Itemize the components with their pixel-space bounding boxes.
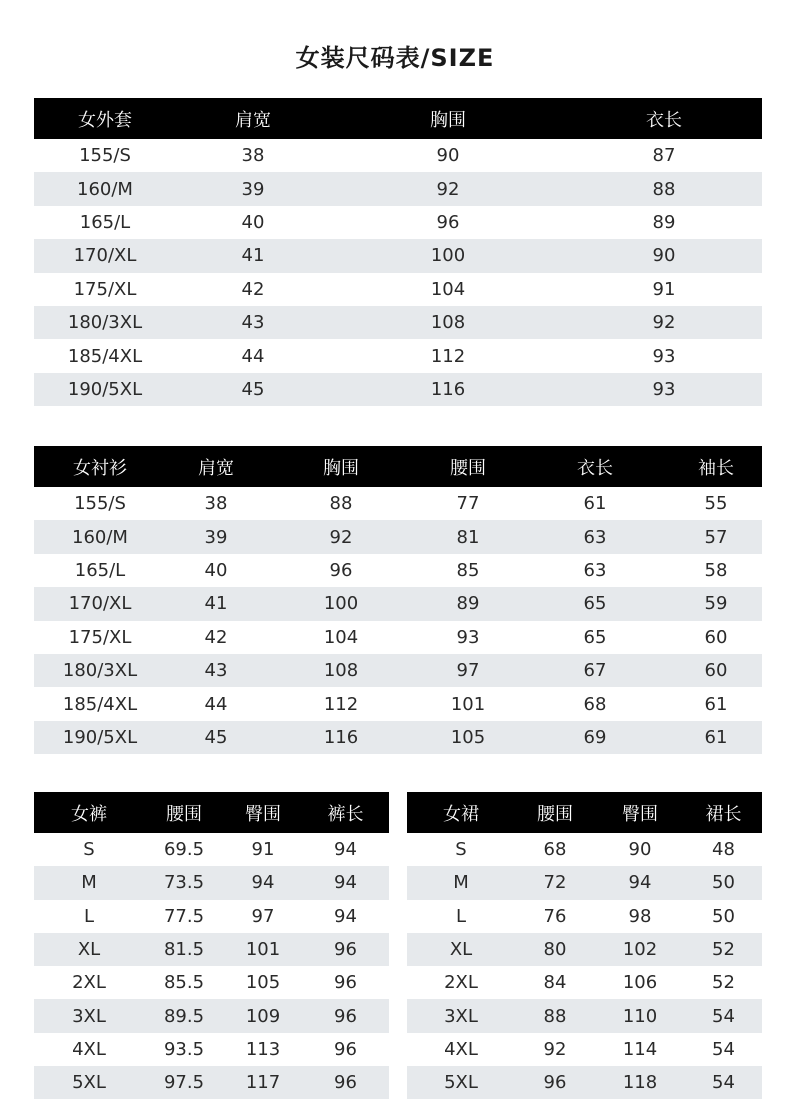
measurement-cell: 91 [251,839,275,861]
measurement-cell: 39 [176,172,330,205]
size-label-cell: M [34,866,144,899]
measurement-cell: 96 [329,559,353,581]
measurement-cell: 55 [704,493,728,515]
coat-size-table [34,98,762,406]
measurement-cell: 43 [166,654,266,687]
measurement-cell: 76 [543,905,567,927]
measurement-cell: 96 [436,211,460,233]
measurement-cell: 77 [456,493,480,515]
size-label-cell: 180/3XL [34,306,176,339]
size-label-cell: 170/XL [34,239,176,272]
table-row [407,1066,762,1099]
table-row [407,833,762,866]
table-row [34,933,389,966]
measurement-cell: 92 [543,1038,567,1060]
table-row [34,687,762,720]
measurement-cell: 42 [204,626,228,648]
table-row [34,172,762,205]
measurement-cell: 96 [302,999,389,1032]
column-header: 肩宽 [176,98,330,139]
measurement-cell: 40 [204,559,228,581]
measurement-cell: 85 [456,559,480,581]
table-row [407,900,762,933]
size-label-cell: 155/S [74,493,126,515]
measurement-cell: 118 [595,1066,685,1099]
measurement-cell: 41 [166,587,266,620]
measurement-cell: 96 [334,972,357,994]
column-header: 腰围 [515,792,595,833]
measurement-cell: 61 [704,693,728,715]
column-header: 袖长 [670,446,762,487]
measurement-cell: 84 [543,972,567,994]
table-row [34,273,762,306]
size-label-cell: 160/M [34,172,176,205]
measurement-cell: 39 [166,520,266,553]
measurement-cell: 63 [520,520,670,553]
table-row [34,1066,389,1099]
size-label-cell: 4XL [444,1038,478,1060]
measurement-cell: 93.5 [163,1038,205,1060]
size-label-cell: L [455,905,467,927]
measurement-cell: 54 [712,1038,735,1060]
measurement-cell: 54 [685,999,762,1032]
measurement-cell: 98 [628,905,652,927]
measurement-cell: 116 [266,721,416,754]
measurement-cell: 41 [176,239,330,272]
table-row [407,866,762,899]
measurement-cell: 50 [712,905,735,927]
measurement-cell: 68 [543,839,567,861]
measurement-cell: 61 [583,493,607,515]
measurement-cell: 40 [241,211,265,233]
measurement-cell: 59 [670,587,762,620]
table-row [34,999,389,1032]
column-header: 女衬衫 [34,446,166,487]
measurement-cell: 90 [566,239,762,272]
table-row [34,520,762,553]
measurement-cell: 52 [712,972,735,994]
measurement-cell: 85.5 [163,972,205,994]
measurement-cell: 69.5 [163,839,205,861]
column-header: 衣长 [520,446,670,487]
size-label-cell: 3XL [407,999,515,1032]
measurement-cell: 63 [583,559,607,581]
table-row [34,306,762,339]
measurement-cell: 92 [266,520,416,553]
measurement-cell: 67 [520,654,670,687]
table-row [407,933,762,966]
table-row [34,721,762,754]
measurement-cell: 117 [224,1066,302,1099]
measurement-cell: 88 [515,999,595,1032]
size-label-cell: 5XL [407,1066,515,1099]
size-label-cell: 180/3XL [34,654,166,687]
measurement-cell: 50 [685,866,762,899]
table-header-row [407,792,762,833]
table-row [407,1033,762,1066]
measurement-cell: 44 [241,345,265,367]
table-row [34,339,762,372]
measurement-cell: 105 [416,721,520,754]
size-label-cell: 190/5XL [34,373,176,406]
size-label-cell: 170/XL [34,587,166,620]
measurement-cell: 104 [323,626,359,648]
measurement-cell: 89 [652,211,676,233]
column-header: 衣长 [566,98,762,139]
column-header: 腰围 [144,792,224,833]
size-label-cell: 3XL [34,999,144,1032]
table-row [34,206,762,239]
size-label-cell: 165/L [74,559,126,581]
size-label-cell: XL [407,933,515,966]
measurement-cell: 65 [520,587,670,620]
measurement-cell: 48 [712,839,735,861]
measurement-cell: 96 [302,933,389,966]
shirt-size-table [34,446,762,754]
measurement-cell: 87 [652,145,676,167]
measurement-cell: 72 [515,866,595,899]
measurement-cell: 57 [670,520,762,553]
table-header-row [34,98,762,139]
column-header: 腰围 [416,446,520,487]
measurement-cell: 80 [515,933,595,966]
table-header-row [34,446,762,487]
column-header: 臀围 [595,792,685,833]
size-label-cell: 185/4XL [62,693,138,715]
measurement-cell: 65 [583,626,607,648]
measurement-cell: 113 [245,1038,281,1060]
measurement-cell: 94 [302,866,389,899]
table-row [34,833,389,866]
measurement-cell: 97 [251,905,275,927]
measurement-cell: 69 [520,721,670,754]
size-label-cell: S [83,839,95,861]
measurement-cell: 73.5 [144,866,224,899]
measurement-cell: 38 [241,145,265,167]
measurement-cell: 90 [436,145,460,167]
column-header: 女外套 [34,98,176,139]
measurement-cell: 100 [266,587,416,620]
measurement-cell: 81.5 [144,933,224,966]
measurement-cell: 106 [622,972,658,994]
measurement-cell: 97 [416,654,520,687]
column-header: 肩宽 [166,446,266,487]
measurement-cell: 68 [583,693,607,715]
table-header-row [34,792,389,833]
measurement-cell: 94 [595,866,685,899]
measurement-cell: 54 [685,1066,762,1099]
table-row [34,487,762,520]
size-label-cell: 185/4XL [67,345,143,367]
table-row [407,999,762,1032]
pants-size-table [34,792,389,1099]
measurement-cell: 44 [204,693,228,715]
measurement-cell: 104 [430,278,466,300]
measurement-cell: 89 [416,587,520,620]
size-label-cell: M [407,866,515,899]
column-header: 女裤 [34,792,144,833]
measurement-cell: 112 [323,693,359,715]
measurement-cell: 94 [334,839,357,861]
table-row [34,654,762,687]
measurement-cell: 91 [652,278,676,300]
measurement-cell: 60 [670,654,762,687]
measurement-cell: 58 [704,559,728,581]
measurement-cell: 42 [241,278,265,300]
table-row [34,373,762,406]
measurement-cell: 43 [176,306,330,339]
column-header: 裙长 [685,792,762,833]
measurement-cell: 101 [450,693,486,715]
column-header: 裤长 [302,792,389,833]
size-label-cell: L [83,905,95,927]
measurement-cell: 112 [430,345,466,367]
measurement-cell: 100 [330,239,566,272]
table-row [34,866,389,899]
table-row [34,1033,389,1066]
measurement-cell: 38 [204,493,228,515]
table-row [34,900,389,933]
table-row [34,587,762,620]
measurement-cell: 81 [416,520,520,553]
measurement-cell: 108 [266,654,416,687]
measurement-cell: 96 [334,1038,357,1060]
measurement-cell: 109 [224,999,302,1032]
measurement-cell: 45 [176,373,330,406]
column-header: 胸围 [266,446,416,487]
measurement-cell: 60 [704,626,728,648]
measurement-cell: 108 [330,306,566,339]
size-label-cell: 2XL [72,972,106,994]
column-header: 臀围 [224,792,302,833]
measurement-cell: 97.5 [144,1066,224,1099]
measurement-cell: 92 [566,306,762,339]
measurement-cell: 94 [334,905,357,927]
measurement-cell: 94 [224,866,302,899]
table-row [34,239,762,272]
size-label-cell: 165/L [79,211,131,233]
measurement-cell: 45 [166,721,266,754]
measurement-cell: 114 [622,1038,658,1060]
measurement-cell: 96 [515,1066,595,1099]
measurement-cell: 88 [566,172,762,205]
size-label-cell: 155/S [79,145,131,167]
column-header: 女裙 [407,792,515,833]
measurement-cell: 77.5 [163,905,205,927]
table-row [407,966,762,999]
measurement-cell: 52 [685,933,762,966]
table-row [34,621,762,654]
table-row [34,139,762,172]
measurement-cell: 93 [456,626,480,648]
measurement-cell: 101 [224,933,302,966]
size-label-cell: 160/M [34,520,166,553]
page-title: 女装尺码表/SIZE [295,44,495,72]
size-label-cell: 5XL [34,1066,144,1099]
measurement-cell: 110 [595,999,685,1032]
measurement-cell: 90 [628,839,652,861]
measurement-cell: 96 [302,1066,389,1099]
size-label-cell: XL [34,933,144,966]
measurement-cell: 89.5 [144,999,224,1032]
measurement-cell: 92 [330,172,566,205]
size-label-cell: 190/5XL [34,721,166,754]
size-label-cell: 175/XL [68,626,132,648]
size-label-cell: 2XL [444,972,478,994]
size-label-cell: 175/XL [73,278,137,300]
measurement-cell: 61 [670,721,762,754]
table-row [34,966,389,999]
measurement-cell: 88 [329,493,353,515]
size-label-cell: S [455,839,467,861]
measurement-cell: 116 [330,373,566,406]
skirt-size-table [407,792,762,1099]
table-row [34,554,762,587]
column-header: 胸围 [330,98,566,139]
size-label-cell: 4XL [72,1038,106,1060]
measurement-cell: 93 [652,345,676,367]
measurement-cell: 102 [595,933,685,966]
measurement-cell: 93 [566,373,762,406]
measurement-cell: 105 [245,972,281,994]
